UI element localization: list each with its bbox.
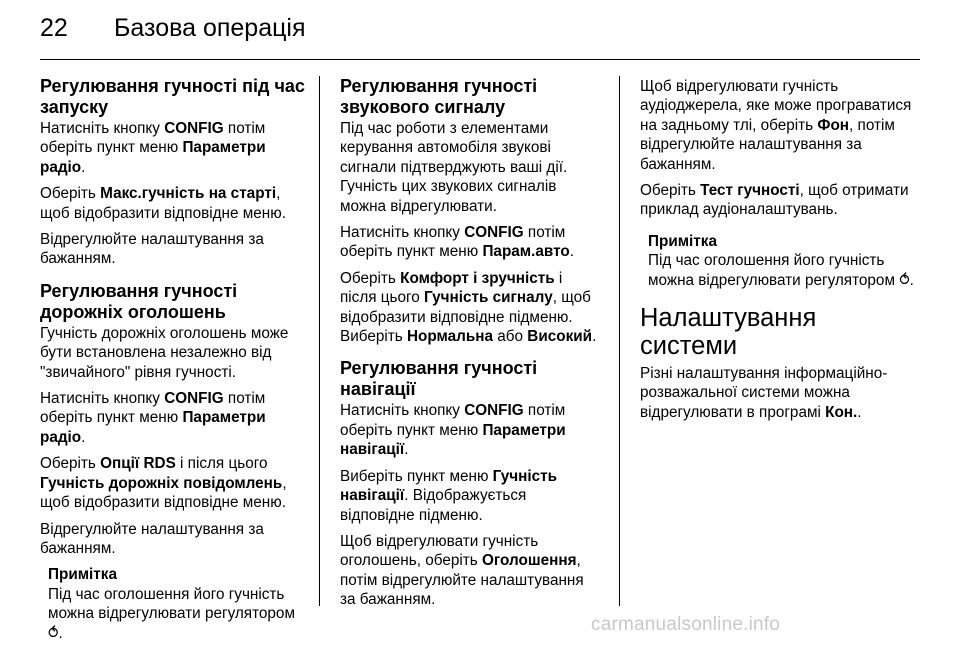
paragraph: Відрегулюйте налаштування за бажанням. <box>40 231 264 268</box>
section-heading: Регулювання гучності навігації <box>340 358 538 400</box>
paragraph: Оберіть Комфорт і зручність і після цього Гучність сигналу, щоб відобразити відповідне підменю. Виберіть Нормальна або Високий. <box>340 269 597 346</box>
paragraph: Різні налаштування інформаційно-розважальної системи можна відрегулювати в програмі Кон.. <box>640 365 888 421</box>
bold-term: Парам.авто <box>482 243 570 261</box>
section-startup-volume <box>40 76 310 269</box>
footer-watermark: carmanualsonline.info <box>591 614 781 635</box>
note-text: Під час оголошення його гучність можна відрегулювати регулятором ⥀. <box>48 585 295 642</box>
bold-term: Комфорт і зручність <box>400 269 555 287</box>
bold-term: Параметри радіо <box>40 409 266 446</box>
column-2 <box>340 76 602 622</box>
note-text: Під час оголошення його гучність можна відрегулювати регулятором ⥀. <box>648 252 914 289</box>
note-box <box>48 565 310 643</box>
bold-term: Макс.гучність на старті <box>100 185 277 203</box>
section-heading-large: Налаштування системи <box>640 304 817 361</box>
paragraph: Під час роботи з елементами керування автомобіля звукові сигнали підтверджують ваші дії. Гучність цих звукових сигналів можна відрегулювати. <box>340 120 568 215</box>
paragraph: Відрегулюйте налаштування за бажанням. <box>40 520 264 557</box>
column-3 <box>640 76 920 429</box>
bold-term: Параметри радіо <box>40 139 266 176</box>
bold-term: CONFIG <box>464 402 524 420</box>
bold-term: Нормальна <box>406 328 494 346</box>
paragraph: Гучність дорожніх оголошень може бути встановлена незалежно від "звичайного" рівня гучності. <box>40 324 289 381</box>
paragraph: Натисніть кнопку CONFIG потім оберіть пункт меню Параметри радіо. <box>40 120 266 176</box>
bold-term: Оголошення <box>481 552 577 570</box>
bold-term: Високий <box>527 328 593 346</box>
paragraph: Оберіть Опції RDS і після цього Гучність дорожніх повідомлень, щоб відобразити відповідне меню. <box>40 455 287 512</box>
paragraph: Натисніть кнопку CONFIG потім оберіть пункт меню Парам.авто. <box>340 224 574 261</box>
note-box <box>648 232 920 290</box>
note-title: Примітка <box>48 566 117 584</box>
section-heading: Регулювання гучності під час запуску <box>40 76 305 117</box>
section-traffic-volume <box>40 281 310 643</box>
column-divider <box>319 76 320 606</box>
paragraph: Натисніть кнопку CONFIG потім оберіть пункт меню Параметри радіо. <box>40 390 266 446</box>
paragraph: Виберіть пункт меню Гучність навігації. Відображується відповідне підменю. <box>340 467 558 524</box>
bold-term: CONFIG <box>164 120 224 137</box>
section-navigation-volume <box>340 358 602 609</box>
bold-term: Гучність навігації <box>340 467 558 505</box>
paragraph: Оберіть Тест гучності, щоб отримати приклад аудіоналаштувань. <box>640 182 909 219</box>
paragraph: Щоб відрегулювати гучність оголошень, оберіть Оголошення, потім відрегулюйте налаштування за бажанням. <box>340 532 584 609</box>
paragraph: Натисніть кнопку CONFIG потім оберіть пункт меню Параметри навігації. <box>340 402 566 459</box>
bold-term: Фон <box>817 116 850 134</box>
column-divider <box>619 76 620 606</box>
bold-term: Опції RDS <box>100 455 176 473</box>
bold-term: Гучність сигналу <box>424 289 553 307</box>
section-signal-volume <box>340 76 602 346</box>
paragraph: Оберіть Макс.гучність на старті, щоб відобразити відповідне меню. <box>40 185 286 222</box>
bold-term: CONFIG <box>464 224 524 242</box>
column-1 <box>40 76 310 655</box>
bold-term: CONFIG <box>164 390 224 408</box>
note-title: Примітка <box>648 232 717 250</box>
section-heading: Регулювання гучності дорожніх оголошень <box>40 280 238 322</box>
paragraph: Щоб відрегулювати гучність аудіоджерела, яке може програватися на задньому тлі, оберіть Фон, потім відрегулюйте налаштування за бажанням. <box>640 78 912 173</box>
page-number: 22 <box>40 14 68 42</box>
section-heading: Регулювання гучності звукового сигналу <box>340 76 538 117</box>
bold-term: Гучність дорожніх повідомлень <box>40 474 283 492</box>
bold-term: Кон. <box>825 403 858 421</box>
bold-term: Параметри навігації <box>340 421 566 459</box>
bold-term: Тест гучності <box>700 182 800 200</box>
header-rule <box>40 59 920 60</box>
page-title: Базова операція <box>114 14 306 42</box>
